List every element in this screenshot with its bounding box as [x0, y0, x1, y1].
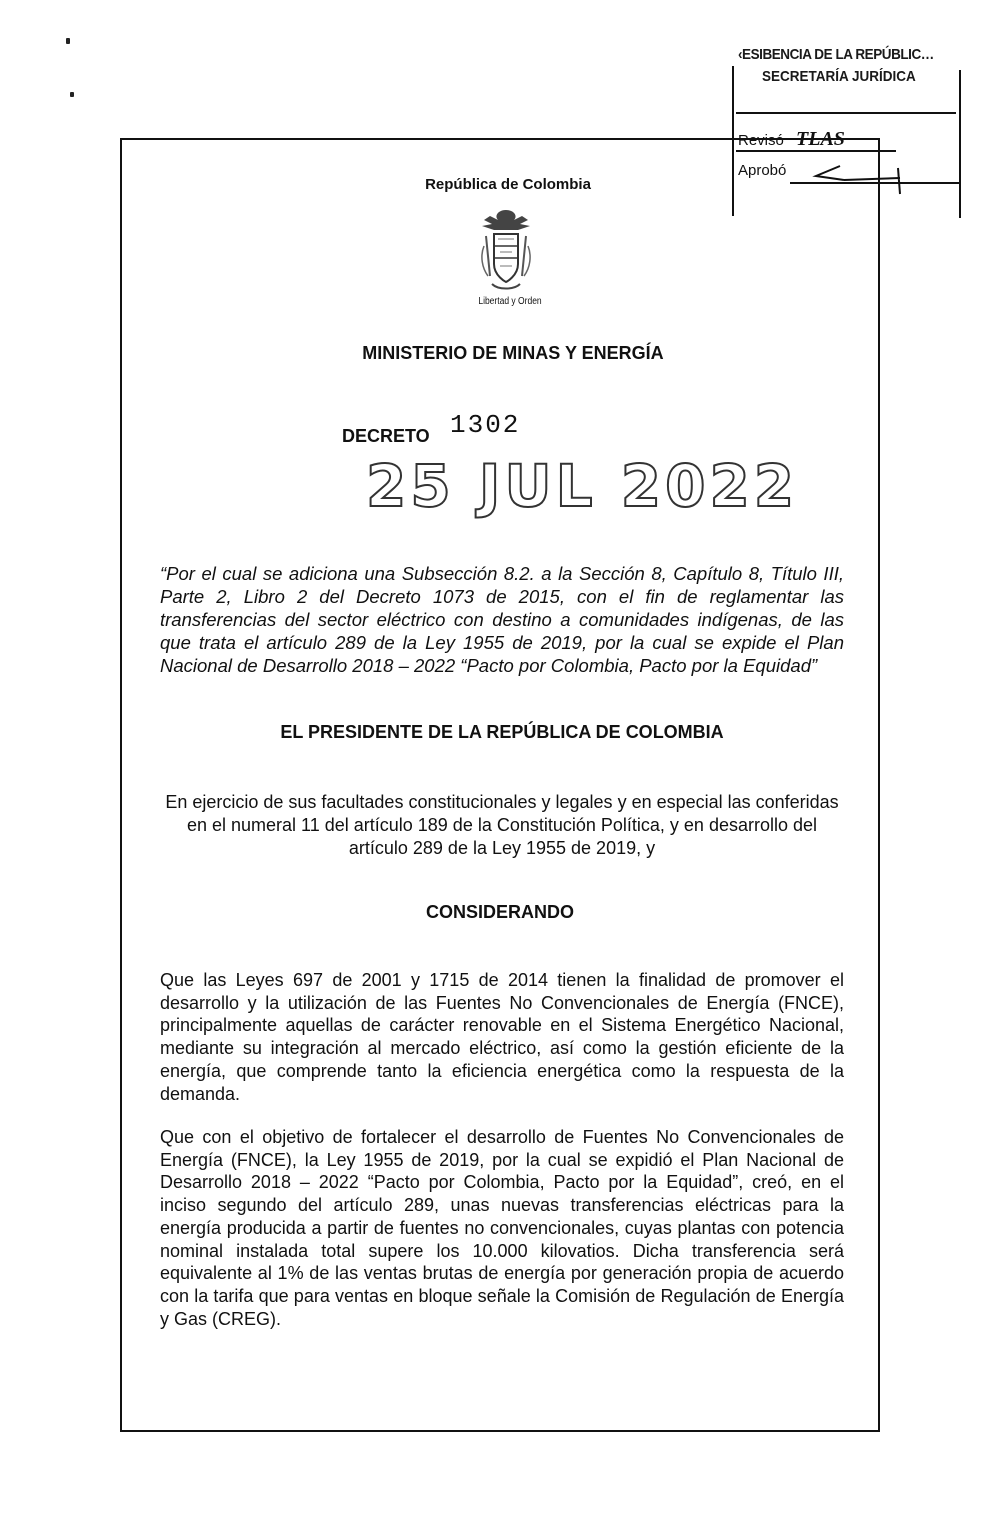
decree-title: “Por el cual se adiciona una Subsección 8.2. a la Sección 8, Capítulo 8, Título III, Parte 2, Libro 2 del Decreto 1073 de 2015, con el fin de reglamentar las transferencias del sector eléctrico con destino a comunidades indígenas, de las que trata el artículo 289 de la Ley 1955 de 2019, por la cual se expide el Plan Nacional de Desarrollo 2018 – 2022 “Pacto por Colombia, Pacto por la Equidad”: [160, 563, 844, 676]
country-name: República de Colombia: [425, 176, 591, 193]
decree-label: DECRETO: [342, 426, 430, 446]
ministry-name: MINISTERIO DE MINAS Y ENERGÍA: [362, 343, 664, 363]
stamp-reviso-initials: TLAS: [796, 128, 845, 150]
decree-number: 1302: [450, 410, 521, 440]
scan-mark: [70, 92, 74, 97]
stamp-aprobo-label: Aprobó: [738, 162, 787, 179]
considerando-heading: CONSIDERANDO: [425, 902, 574, 922]
legal-powers-text: En ejercicio de sus facultades constitucionales y legales y en especial las conferidas en el numeral 11 del artículo 189 de la Constitución Política, y en desarrollo del artículo 289 de la Ley 1955 de 2019, y: [165, 792, 839, 858]
stamp-reviso-label: Revisó: [738, 132, 784, 149]
decree-date-stamp: 25 JUL 2022: [366, 452, 799, 520]
stamp-secretaria-juridica: SECRETARÍA JURÍDICA: [762, 68, 916, 85]
considerando-paragraph: Que con el objetivo de fortalecer el desarrollo de Fuentes No Convencionales de Energía (FNCE), la Ley 1955 de 2019, por la cual se expidió el Plan Nacional de Desarrollo 2018 – 2022 “Pacto por Colombia, Pacto por la Equidad”, creó, en el inciso segundo del artículo 289, unas nuevas transferencias eléctricas para la energía producida a partir de fuentes no convencionales, cuyas plantas con potencia nominal instalada total supere los 10.000 kilovatios. Dicha transferencia será equivalente al 1% de las ventas brutas de energía por generación propia de acuerdo con la tarifa que para ventas en bloque señale la Comisión de Regulación de Energía y Gas (CREG).: [160, 1127, 844, 1329]
national-motto: Libertad y Orden: [478, 296, 542, 307]
issuer-heading: EL PRESIDENTE DE LA REPÚBLICA DE COLOMBIA: [280, 722, 724, 742]
stamp-presidency-line: ‹ESIBENCIA DE LA REPÚBLIC…: [738, 46, 934, 63]
stamp-border: [959, 70, 961, 218]
coat-of-arms-icon: [476, 206, 536, 294]
scan-mark: [66, 38, 70, 44]
considerando-paragraph: Que las Leyes 697 de 2001 y 1715 de 2014 tienen la finalidad de promover el desarrollo y la utilización de las Fuentes No Convencionales de Energía (FNCE), principalmente aquellas de carácter renovable en el Sistema Energético Nacional, mediante su integración al mercado eléctrico, así como la gestión eficiente de la energía, que comprende tanto la eficiencia energética como la respuesta de la demanda.: [160, 970, 844, 1104]
stamp-divider: [736, 112, 956, 114]
